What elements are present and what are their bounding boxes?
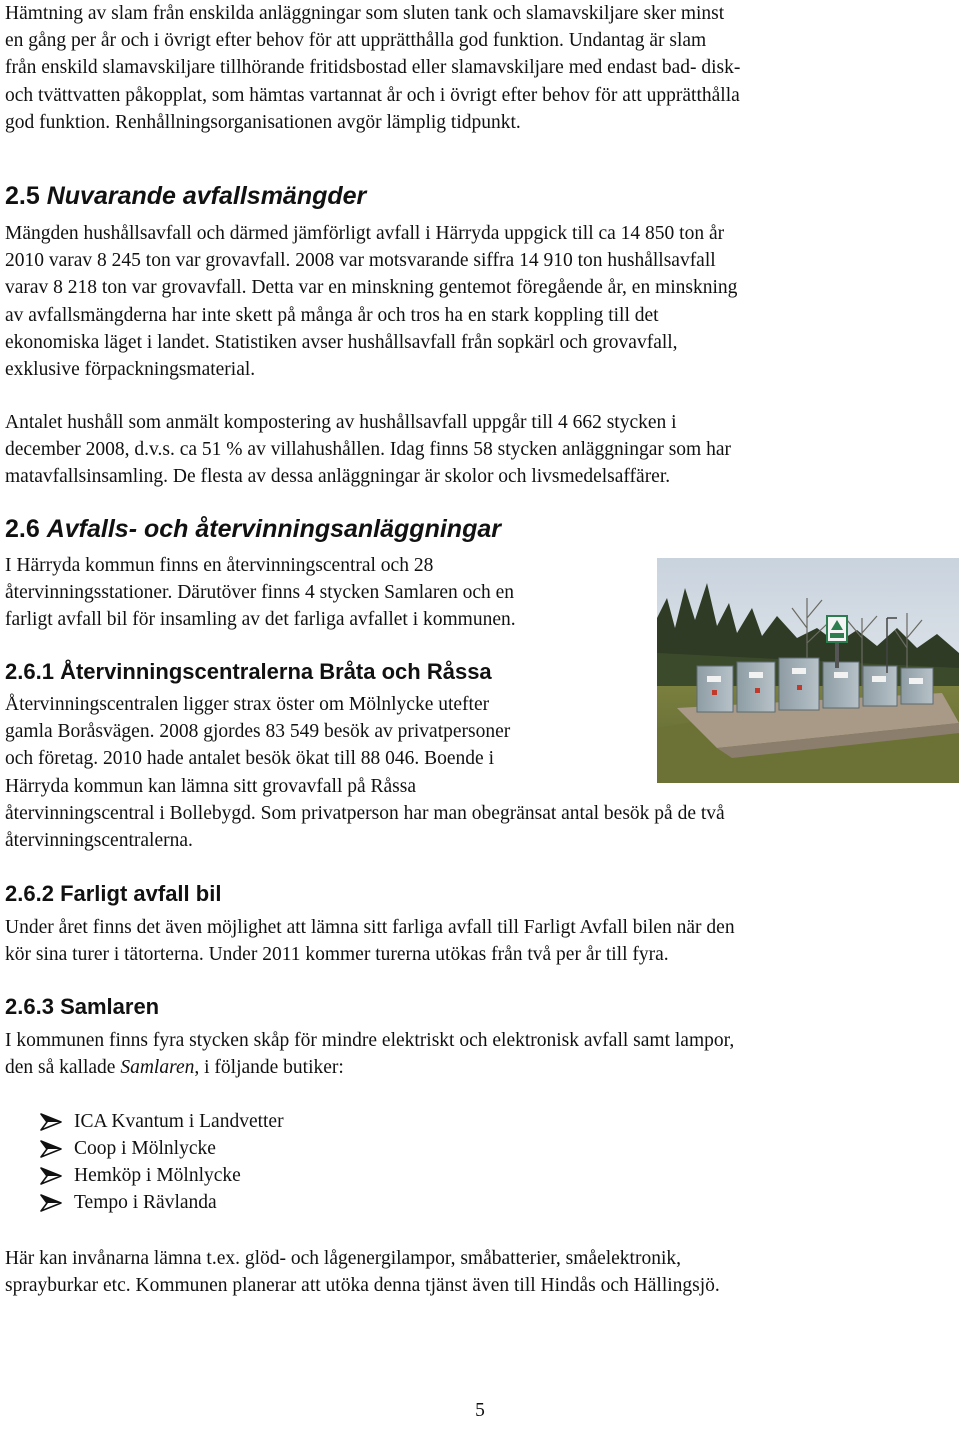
section-heading-2-6-2 bbox=[5, 880, 221, 908]
arrowhead-bullet-icon bbox=[40, 1167, 62, 1185]
text-line bbox=[5, 1054, 734, 1081]
list-item bbox=[40, 1135, 284, 1162]
text-line: Återvinningscentralen ligger strax öster om Mölnlycke utefter bbox=[5, 694, 490, 715]
text-line: 2010 varav 8 245 ton var grovavfall. 2008 var motsvarande siffra 14 910 ton hushållsavfall bbox=[5, 250, 716, 272]
text-line: ekonomiska läget i landet. Statistiken avser hushållsavfall från sopkärl och grovavfall, bbox=[5, 331, 678, 353]
store-name: Tempo i Rävlanda bbox=[74, 1192, 217, 1214]
section-heading-2-6 bbox=[5, 514, 501, 544]
list-item bbox=[40, 1108, 284, 1135]
text-line: Härryda kommun kan lämna sitt grovavfall på Råssa bbox=[5, 775, 417, 797]
text-line: sprayburkar etc. Kommunen planerar att utöka denna tjänst även till Hindås och Hällingsjö. bbox=[5, 1275, 720, 1297]
arrowhead-bullet-icon bbox=[40, 1140, 62, 1158]
text-line: farligt avfall bil för insamling av det farliga avfallet i kommunen. bbox=[5, 609, 516, 631]
text-line: matavfallsinsamling. De flesta av dessa anläggningar är skolor och livsmedelsaffärer. bbox=[5, 466, 671, 488]
text-line: gamla Boråsvägen. 2008 gjordes 83 549 besök av privatpersoner bbox=[5, 721, 511, 743]
text-line: en gång per år och i övrigt efter behov för att upprätthålla god funktion. Undantag är slam bbox=[5, 30, 707, 52]
text-line: och tvättvatten påkopplat, som hämtas vartannat år och i övrigt efter behov för att upprätthålla bbox=[5, 84, 740, 106]
section-2-6-3-outro bbox=[5, 1245, 720, 1299]
section-heading-2-6-1 bbox=[5, 658, 492, 686]
list-item bbox=[40, 1190, 284, 1217]
list-item bbox=[40, 1162, 284, 1189]
intro-paragraph bbox=[5, 0, 740, 136]
text-span: den så kallade bbox=[5, 1057, 121, 1079]
heading-title: Nuvarande avfallsmängder bbox=[46, 182, 367, 210]
heading-number: 2.6 bbox=[5, 515, 40, 543]
text-line: december 2008, d.v.s. ca 51 % av villahushållen. Idag finns 58 stycken anläggningar som har bbox=[5, 439, 731, 461]
store-name: ICA Kvantum i Landvetter bbox=[74, 1110, 284, 1132]
text-line: återvinningsstationer. Därutöver finns 4 stycken Samlaren och en bbox=[5, 582, 515, 604]
section-heading-2-6-3 bbox=[5, 993, 159, 1021]
text-line: god funktion. Renhållningsorganisationen avgör lämplig tidpunkt. bbox=[5, 111, 521, 133]
section-2-6-2-paragraph bbox=[5, 914, 735, 968]
store-name: Hemköp i Mölnlycke bbox=[74, 1164, 241, 1186]
text-line: exklusive förpackningsmaterial. bbox=[5, 359, 256, 381]
samlaren-emphasis: Samlaren bbox=[120, 1057, 195, 1079]
store-name: Coop i Mölnlycke bbox=[74, 1137, 216, 1159]
store-list bbox=[40, 1108, 284, 1217]
arrowhead-bullet-icon bbox=[40, 1113, 62, 1131]
section-2-6-1-paragraph bbox=[5, 691, 725, 854]
text-line: Hämtning av slam från enskilda anläggningar som sluten tank och slamavskiljare sker minst bbox=[5, 3, 725, 24]
text-line: av avfallsmängderna har inte skett på många år och tros ha en stark koppling till det bbox=[5, 304, 659, 326]
section-2-6-3-paragraph bbox=[5, 1027, 734, 1081]
text-line: återvinningscentral i Bollebygd. Som privatperson har man obegränsat antal besök på de två bbox=[5, 802, 725, 824]
text-span: , i följande butiker: bbox=[194, 1057, 344, 1079]
text-line: I kommunen finns fyra stycken skåp för mindre elektriskt och elektronisk avfall samt lampor, bbox=[5, 1030, 735, 1051]
heading-title: Samlaren bbox=[60, 994, 160, 1019]
arrowhead-bullet-icon bbox=[40, 1194, 62, 1212]
text-line: från enskild slamavskiljare tillhörande fritidsbostad eller slamavskiljare med endast bad- disk- bbox=[5, 57, 741, 79]
heading-number: 2.6.1 bbox=[5, 659, 54, 684]
heading-title: Farligt avfall bil bbox=[60, 881, 222, 906]
section-heading-2-5 bbox=[5, 181, 366, 211]
heading-number: 2.6.2 bbox=[5, 881, 54, 906]
heading-number: 2.6.3 bbox=[5, 994, 54, 1019]
page-number: 5 bbox=[475, 1400, 485, 1421]
text-line: Under året finns det även möjlighet att lämna sitt farliga avfall till Farligt Avfall bilen när den bbox=[5, 917, 735, 938]
section-2-5-paragraph-2 bbox=[5, 409, 731, 491]
text-line: Här kan invånarna lämna t.ex. glöd- och lågenergilampor, småbatterier, småelektronik, bbox=[5, 1248, 681, 1269]
heading-title: Avfalls- och återvinningsanläggningar bbox=[46, 515, 501, 543]
text-line: och företag. 2010 hade antalet besök ökat till 88 046. Boende i bbox=[5, 748, 494, 770]
text-line: återvinningscentralerna. bbox=[5, 830, 193, 852]
text-line: varav 8 218 ton var grovavfall. Detta var en minskning gentemot föregående år, en minskning bbox=[5, 277, 738, 299]
section-2-6-paragraph bbox=[5, 552, 516, 634]
text-line: kör sina turer i tätorterna. Under 2011 kommer turerna utökas från två per år till fyra. bbox=[5, 944, 669, 966]
text-line: Mängden hushållsavfall och därmed jämförligt avfall i Härryda uppgick till ca 14 850 ton år bbox=[5, 223, 725, 244]
text-line: I Härryda kommun finns en återvinningscentral och 28 bbox=[5, 555, 434, 576]
heading-title: Återvinningscentralerna Bråta och Råssa bbox=[60, 659, 492, 684]
section-2-5-paragraph-1 bbox=[5, 220, 737, 383]
text-line: Antalet hushåll som anmält kompostering av hushållsavfall uppgår till 4 662 stycken i bbox=[5, 412, 677, 433]
heading-number: 2.5 bbox=[5, 182, 40, 210]
